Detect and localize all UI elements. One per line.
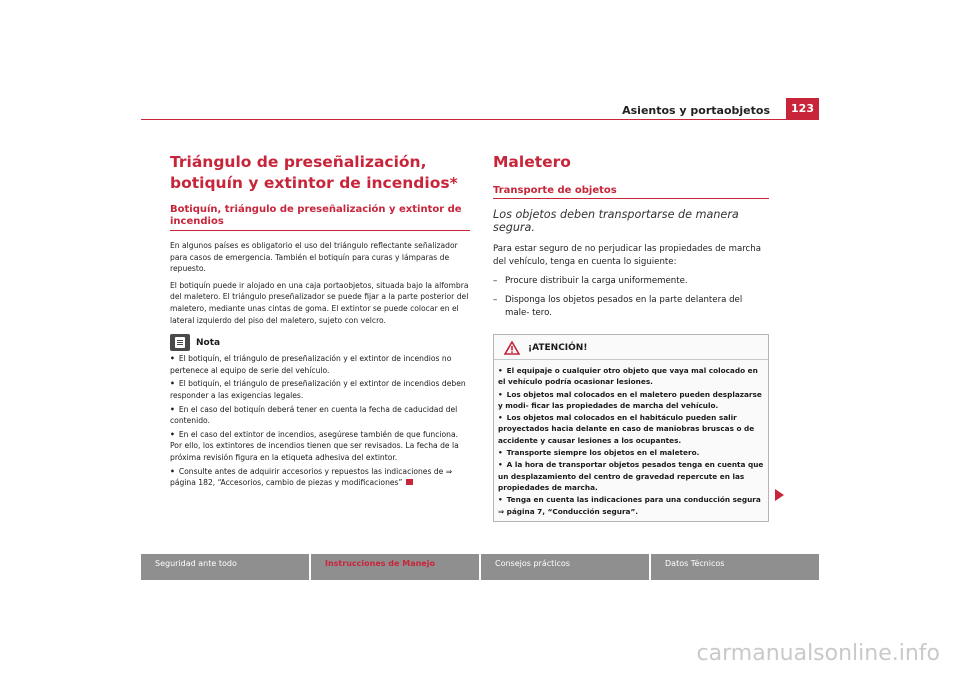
paragraph: El botiquín puede ir alojado en una caja portaobjetos, situada bajo la alfombra del maletero. El triángulo preseñalizador se puede fijar a la parte posterior del maletero, mediante unas cintas de goma. El extintor se puede colocar en el lateral izquierdo del piso del maletero, sujeto con velcro. — [170, 280, 469, 325]
warning-icon — [504, 341, 520, 355]
warning-header — [494, 335, 768, 360]
list-item: • A la hora de transportar objetos pesados tenga en cuenta que un desplazamiento del centro de gravedad repercute en las propiedades de marcha. — [498, 460, 764, 492]
list-item[interactable]: • Consulte antes de adquirir accesorios y repuestos las indicaciones de ⇒ página 182, “Accesorios, cambio de piezas y modificaciones” — [170, 466, 453, 488]
bullet-icon: • — [170, 404, 175, 414]
paragraph: En algunos países es obligatorio el uso del triángulo reflectante señalizador para casos de emergencia. También el botiquín para curas y lámparas de repuesto. — [170, 241, 458, 274]
list-item: • Los objetos mal colocados en el habitáculo pueden salir proyectados hacia delante en caso de maniobras bruscas o de accidente y causar lesiones a los ocupantes. — [498, 413, 755, 445]
warning-box — [493, 334, 769, 522]
bullet-icon: • — [498, 389, 503, 399]
nota-header — [170, 334, 470, 351]
right-subtitle: Transporte de objetos — [493, 185, 617, 196]
list-item: • Transporte siempre los objetos en el maletero. — [498, 448, 700, 458]
right-title: Maletero — [493, 153, 571, 171]
paragraph: Para estar seguro de no perjudicar las propiedades de marcha del vehículo, tenga en cuenta lo siguiente: — [493, 244, 761, 267]
list-item: – Procure distribuir la carga uniformemente. — [493, 276, 688, 286]
tab-instrucciones[interactable]: Instrucciones de Manejo — [311, 554, 479, 580]
list-item: – Disponga los objetos pesados en la parte delantera del male- tero. — [493, 295, 743, 318]
left-title: Triángulo de preseñalización, botiquín y extintor de incendios* — [170, 153, 458, 192]
tab-datos[interactable]: Datos Técnicos — [651, 554, 819, 580]
subtitle-rule — [493, 198, 769, 199]
watermark: carmanualsonline.info — [696, 641, 940, 666]
end-of-section-icon — [406, 479, 413, 485]
bullet-icon: • — [170, 354, 175, 364]
left-column — [170, 152, 470, 489]
list-item: • El equipaje o cualquier otro objeto que vaya mal colocado en el vehículo podría ocasionar lesiones. — [498, 366, 758, 387]
right-column — [493, 152, 769, 522]
tab-seguridad[interactable]: Seguridad ante todo — [141, 554, 309, 580]
note-icon — [170, 334, 190, 351]
page-number: 123 — [786, 98, 819, 120]
subtitle-rule — [170, 230, 470, 231]
list-item: • En el caso del botiquín deberá tener en cuenta la fecha de caducidad del contenido. — [170, 404, 458, 426]
list-item: • El botiquín, el triángulo de preseñalización y el extintor de incendios deben responder a las exigencias legales. — [170, 379, 466, 400]
list-item: • El botiquín, el triángulo de preseñalización y el extintor de incendios no pertenece al equipo de serie del vehículo. — [170, 354, 452, 375]
footer-nav — [141, 554, 819, 580]
left-subtitle: Botiquín, triángulo de preseñalización y extintor de incendios — [170, 204, 462, 227]
next-page-arrow-icon[interactable] — [775, 489, 784, 501]
bullet-icon: • — [498, 448, 503, 458]
section-title: Asientos y portaobjetos — [622, 104, 770, 117]
bullet-icon: • — [170, 466, 175, 476]
header-rule — [141, 119, 819, 120]
tab-consejos[interactable]: Consejos prácticos — [481, 554, 649, 580]
intro-text: Los objetos deben transportarse de manera segura. — [493, 208, 739, 234]
list-item[interactable]: • Tenga en cuenta las indicaciones para una conducción segura ⇒ página 7, “Conducción segura”. — [498, 495, 761, 516]
list-item: • Los objetos mal colocados en el maletero pueden desplazarse y modi- ficar las propiedades de marcha del vehículo. — [498, 389, 762, 410]
bullet-icon: • — [498, 413, 503, 423]
bullet-icon: • — [498, 460, 503, 470]
warning-body — [494, 360, 768, 521]
bullet-icon: • — [498, 366, 503, 375]
warning-title: ¡ATENCIÓN! — [528, 343, 588, 353]
bullet-icon: • — [170, 429, 175, 439]
nota-label: Nota — [196, 337, 221, 348]
bullet-icon: • — [498, 495, 503, 505]
bullet-icon: • — [170, 379, 175, 389]
list-item: • En el caso del extintor de incendios, asegúrese también de que funciona. Por ello, los extintores de incendios tienen que ser revisados. La fecha de la próxima revisión figura en la etiqueta adhesiva del extintor. — [170, 429, 459, 462]
